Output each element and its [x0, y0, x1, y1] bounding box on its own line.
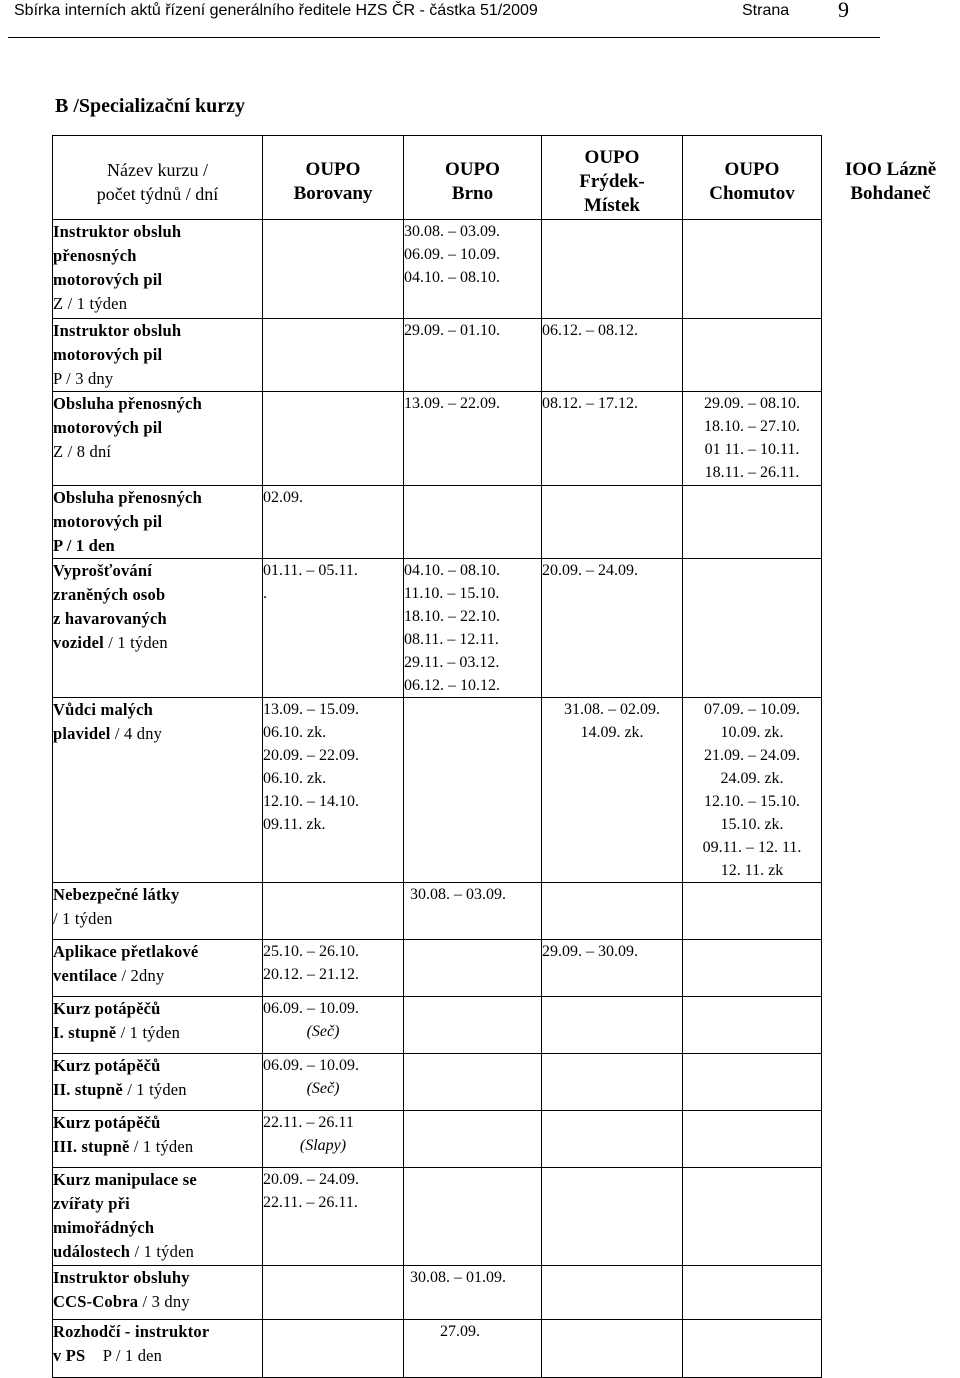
course-name-line: Obsluha přenosných — [53, 488, 202, 507]
date-line: 20.09. – 24.09. — [542, 562, 638, 579]
cell-line: OUPO — [445, 159, 500, 180]
course-name-cell — [53, 392, 263, 486]
date-line: 18.11. – 26.11. — [704, 464, 800, 481]
date-line: 22.11. – 26.11 — [263, 1114, 354, 1131]
cell-line: OUPO — [724, 159, 780, 180]
course-name-cell — [53, 1111, 263, 1168]
date-cell — [263, 1266, 404, 1320]
date-cell — [404, 883, 542, 940]
course-duration: P / 3 dny — [53, 369, 114, 388]
course-name-line: zvířaty při — [53, 1194, 130, 1213]
date-cell — [404, 1111, 542, 1168]
date-line: (Seč) — [306, 1023, 340, 1040]
cell-line: OUPO — [584, 147, 640, 168]
date-cell — [404, 486, 542, 559]
date-cell — [822, 883, 960, 940]
course-duration: / 1 týden — [103, 633, 168, 652]
date-cell — [404, 1320, 542, 1378]
date-cell — [263, 486, 404, 559]
column-header-borovany — [263, 136, 404, 220]
date-line: 01.11. – 05.11. — [263, 562, 358, 579]
table-row — [53, 997, 960, 1054]
date-line: 30.08. – 03.09. — [410, 886, 506, 903]
date-cell — [263, 1320, 404, 1378]
date-cell — [263, 883, 404, 940]
course-name-line: Kurz potápěčů — [53, 999, 161, 1018]
date-line: 10.09. zk. — [720, 724, 784, 741]
date-cell — [822, 392, 960, 486]
cell-line: počet týdnů / dní — [96, 184, 219, 204]
cell-line: IOO Lázně — [844, 159, 937, 180]
date-line: 20.09. – 22.09. — [263, 747, 359, 764]
date-cell — [404, 1054, 542, 1111]
date-line: 02.09. — [263, 489, 303, 506]
date-line: 12. 11. zk — [720, 862, 784, 879]
date-cell — [683, 559, 822, 698]
course-name-cell — [53, 883, 263, 940]
date-line: 07.09. – 10.09. — [704, 701, 800, 718]
page-number: 9 — [838, 0, 849, 22]
course-name-line: plavidel — [53, 724, 111, 743]
column-header-frydek-mistek — [542, 136, 683, 220]
course-name-line: CCS-Cobra — [53, 1292, 139, 1311]
date-line: 29.09. – 08.10. — [704, 395, 800, 412]
cell-line: Místek — [584, 195, 640, 216]
table-row — [53, 698, 960, 883]
date-line: 04.10. – 08.10. — [404, 562, 500, 579]
table-row — [53, 940, 960, 997]
date-cell — [542, 1266, 683, 1320]
course-name-line: z havarovaných — [53, 609, 167, 628]
date-line: 13.09. – 15.09. — [263, 701, 359, 718]
date-cell — [542, 997, 683, 1054]
course-name-line: motorových pil — [53, 418, 163, 437]
table-row — [53, 1054, 960, 1111]
table-row — [53, 319, 960, 392]
course-name-line: Nebezpečné látky — [53, 885, 180, 904]
date-line: 29.09. – 30.09. — [542, 943, 638, 960]
date-cell — [542, 883, 683, 940]
date-line: 11.10. – 15.10. — [404, 585, 500, 602]
course-name-line: Obsluha přenosných — [53, 394, 202, 413]
course-name-cell — [53, 1054, 263, 1111]
date-cell — [822, 1320, 960, 1378]
date-cell — [404, 319, 542, 392]
date-cell — [404, 559, 542, 698]
date-line: 06.09. – 10.09. — [404, 246, 500, 263]
course-name-line: ventilace — [53, 966, 118, 985]
course-name-line: P / 1 den — [53, 536, 115, 555]
date-line: 27.09. — [440, 1323, 480, 1340]
date-line: 06.10. zk. — [263, 724, 327, 741]
course-duration: / 2dny — [117, 966, 165, 985]
date-cell — [822, 940, 960, 997]
date-cell — [263, 559, 404, 698]
section-title: B /Specializační kurzy — [55, 95, 245, 117]
course-duration: Z / 1 týden — [53, 294, 128, 313]
date-cell — [683, 1111, 822, 1168]
cell-line: Chomutov — [709, 183, 795, 204]
date-cell — [263, 319, 404, 392]
date-cell — [542, 1111, 683, 1168]
date-line: 09.11. zk. — [263, 816, 326, 833]
course-schedule-table — [52, 135, 960, 1378]
course-duration: / 1 týden — [130, 1242, 195, 1261]
date-cell — [263, 392, 404, 486]
date-cell — [683, 1320, 822, 1378]
course-name-cell — [53, 1168, 263, 1266]
course-name-line: Rozhodčí - instruktor — [53, 1322, 210, 1341]
table-row — [53, 559, 960, 698]
course-duration: Z / 8 dní — [53, 442, 112, 461]
date-cell — [542, 486, 683, 559]
date-cell — [822, 698, 960, 883]
date-line: 04.10. – 08.10. — [404, 269, 500, 286]
column-header-brno — [404, 136, 542, 220]
table-row — [53, 1168, 960, 1266]
date-cell — [542, 559, 683, 698]
date-cell — [263, 1168, 404, 1266]
course-name-line: I. stupně — [53, 1023, 117, 1042]
page-label: Strana — [742, 2, 790, 19]
date-cell — [542, 1320, 683, 1378]
date-line: 24.09. zk. — [720, 770, 784, 787]
cell-line: Bohdaneč — [850, 183, 931, 204]
date-cell — [263, 698, 404, 883]
date-cell — [683, 940, 822, 997]
column-header-chomutov — [683, 136, 822, 220]
date-line: 20.12. – 21.12. — [263, 966, 359, 983]
date-line: (Seč) — [306, 1080, 340, 1097]
table-row — [53, 1320, 960, 1378]
date-line: 21.09. – 24.09. — [704, 747, 800, 764]
course-name-line: Instruktor obsluh — [53, 222, 182, 241]
course-name-line: Instruktor obsluhy — [53, 1268, 190, 1287]
date-line: 15.10. zk. — [720, 816, 784, 833]
course-duration: / 4 dny — [110, 724, 163, 743]
course-name-cell — [53, 486, 263, 559]
course-name-line: přenosných — [53, 246, 137, 265]
date-line: 06.10. zk. — [263, 770, 327, 787]
course-name-line: Vůdci malých — [53, 700, 154, 719]
date-cell — [683, 1054, 822, 1111]
course-name-line: Kurz potápěčů — [53, 1056, 161, 1075]
date-line: 22.11. – 26.11. — [263, 1194, 358, 1211]
cell-line: Borovany — [293, 183, 373, 204]
date-cell — [822, 1168, 960, 1266]
column-header-lazne-bohdanec — [822, 136, 960, 220]
column-header-course — [53, 136, 263, 220]
table-row — [53, 1111, 960, 1168]
date-line: 12.10. – 15.10. — [704, 793, 800, 810]
date-cell — [404, 940, 542, 997]
date-cell — [542, 220, 683, 319]
date-cell — [542, 940, 683, 997]
course-duration: / 1 týden — [122, 1080, 187, 1099]
table-header-row — [53, 136, 960, 220]
date-cell — [683, 392, 822, 486]
date-line: 06.09. – 10.09. — [263, 1000, 359, 1017]
date-line: 20.09. – 24.09. — [263, 1171, 359, 1188]
date-cell — [822, 319, 960, 392]
date-line: 25.10. – 26.10. — [263, 943, 359, 960]
date-cell — [683, 220, 822, 319]
date-cell — [404, 698, 542, 883]
course-duration: / 1 týden — [53, 909, 113, 928]
date-cell — [542, 1168, 683, 1266]
course-name-cell — [53, 559, 263, 698]
date-cell — [263, 1054, 404, 1111]
course-duration: P / 1 den — [85, 1346, 163, 1365]
course-duration: / 1 týden — [116, 1023, 181, 1042]
date-cell — [822, 997, 960, 1054]
course-name-line: Kurz manipulace se — [53, 1170, 197, 1189]
course-name-cell — [53, 1266, 263, 1320]
date-cell — [263, 997, 404, 1054]
date-cell — [404, 220, 542, 319]
date-cell — [542, 319, 683, 392]
collection-title: Sbírka interních aktů řízení generálního ředitele HZS ČR - částka 51/2009 — [14, 2, 538, 19]
course-name-cell — [53, 220, 263, 319]
course-name-line: motorových pil — [53, 270, 163, 289]
table-row — [53, 392, 960, 486]
date-cell — [404, 1168, 542, 1266]
page-header — [0, 0, 960, 40]
course-name-line: Aplikace přetlakové — [53, 942, 199, 961]
date-cell — [822, 1054, 960, 1111]
date-line: 06.12. – 08.12. — [542, 322, 638, 339]
date-cell — [542, 392, 683, 486]
date-cell — [683, 698, 822, 883]
date-line: 12.10. – 14.10. — [263, 793, 359, 810]
course-name-line: II. stupně — [53, 1080, 123, 1099]
date-cell — [263, 220, 404, 319]
course-name-line: motorových pil — [53, 512, 163, 531]
date-line: 31.08. – 02.09. — [564, 701, 660, 718]
date-line: (Slapy) — [299, 1137, 347, 1154]
date-line: 18.10. – 27.10. — [704, 418, 800, 435]
date-cell — [822, 220, 960, 319]
date-line: 30.08. – 03.09. — [404, 223, 500, 240]
course-duration: / 1 týden — [129, 1137, 194, 1156]
course-name-cell — [53, 997, 263, 1054]
date-cell — [263, 940, 404, 997]
date-line: 18.10. – 22.10. — [404, 608, 500, 625]
date-cell — [683, 1266, 822, 1320]
course-name-line: III. stupně — [53, 1137, 130, 1156]
cell-line: Brno — [451, 183, 494, 204]
course-name-line: zraněných osob — [53, 585, 166, 604]
date-line: 30.08. – 01.09. — [410, 1269, 506, 1286]
course-name-cell — [53, 698, 263, 883]
date-cell — [683, 486, 822, 559]
date-cell — [683, 319, 822, 392]
table-row — [53, 220, 960, 319]
table-row — [53, 883, 960, 940]
date-line: 06.12. – 10.12. — [404, 677, 500, 694]
date-cell — [542, 1054, 683, 1111]
date-cell — [404, 997, 542, 1054]
course-duration: / 3 dny — [138, 1292, 190, 1311]
course-name-line: událostech — [53, 1242, 131, 1261]
date-cell — [404, 392, 542, 486]
course-name-line: vozidel — [53, 633, 104, 652]
date-cell — [542, 698, 683, 883]
table-row — [53, 1266, 960, 1320]
cell-line: Frýdek- — [579, 171, 645, 192]
date-line: 29.09. – 01.10. — [404, 322, 500, 339]
date-line: 14.09. zk. — [580, 724, 644, 741]
course-name-line: Vyprošťování — [53, 561, 153, 580]
course-name-line: mimořádných — [53, 1218, 155, 1237]
date-cell — [683, 883, 822, 940]
course-name-cell — [53, 319, 263, 392]
date-line: 09.11. – 12. 11. — [702, 839, 802, 856]
cell-line: OUPO — [305, 159, 361, 180]
date-line: . — [263, 585, 267, 602]
date-cell — [822, 1266, 960, 1320]
date-cell — [822, 486, 960, 559]
table-row — [53, 486, 960, 559]
date-line: 29.11. – 03.12. — [404, 654, 500, 671]
header-rule — [8, 37, 880, 38]
date-cell — [683, 997, 822, 1054]
course-name-line: v PS — [53, 1346, 86, 1365]
course-name-cell — [53, 1320, 263, 1378]
cell-line: Název kurzu / — [107, 160, 208, 180]
date-cell — [263, 1111, 404, 1168]
course-name-line: Kurz potápěčů — [53, 1113, 161, 1132]
date-cell — [822, 1111, 960, 1168]
date-cell — [404, 1266, 542, 1320]
course-name-line: Instruktor obsluh — [53, 321, 182, 340]
date-line: 01 11. – 10.11. — [704, 441, 800, 458]
date-cell — [683, 1168, 822, 1266]
date-line: 08.11. – 12.11. — [404, 631, 499, 648]
course-name-cell — [53, 940, 263, 997]
date-line: 08.12. – 17.12. — [542, 395, 638, 412]
date-line: 13.09. – 22.09. — [404, 395, 500, 412]
course-name-line: motorových pil — [53, 345, 163, 364]
date-line: 06.09. – 10.09. — [263, 1057, 359, 1074]
date-cell — [822, 559, 960, 698]
